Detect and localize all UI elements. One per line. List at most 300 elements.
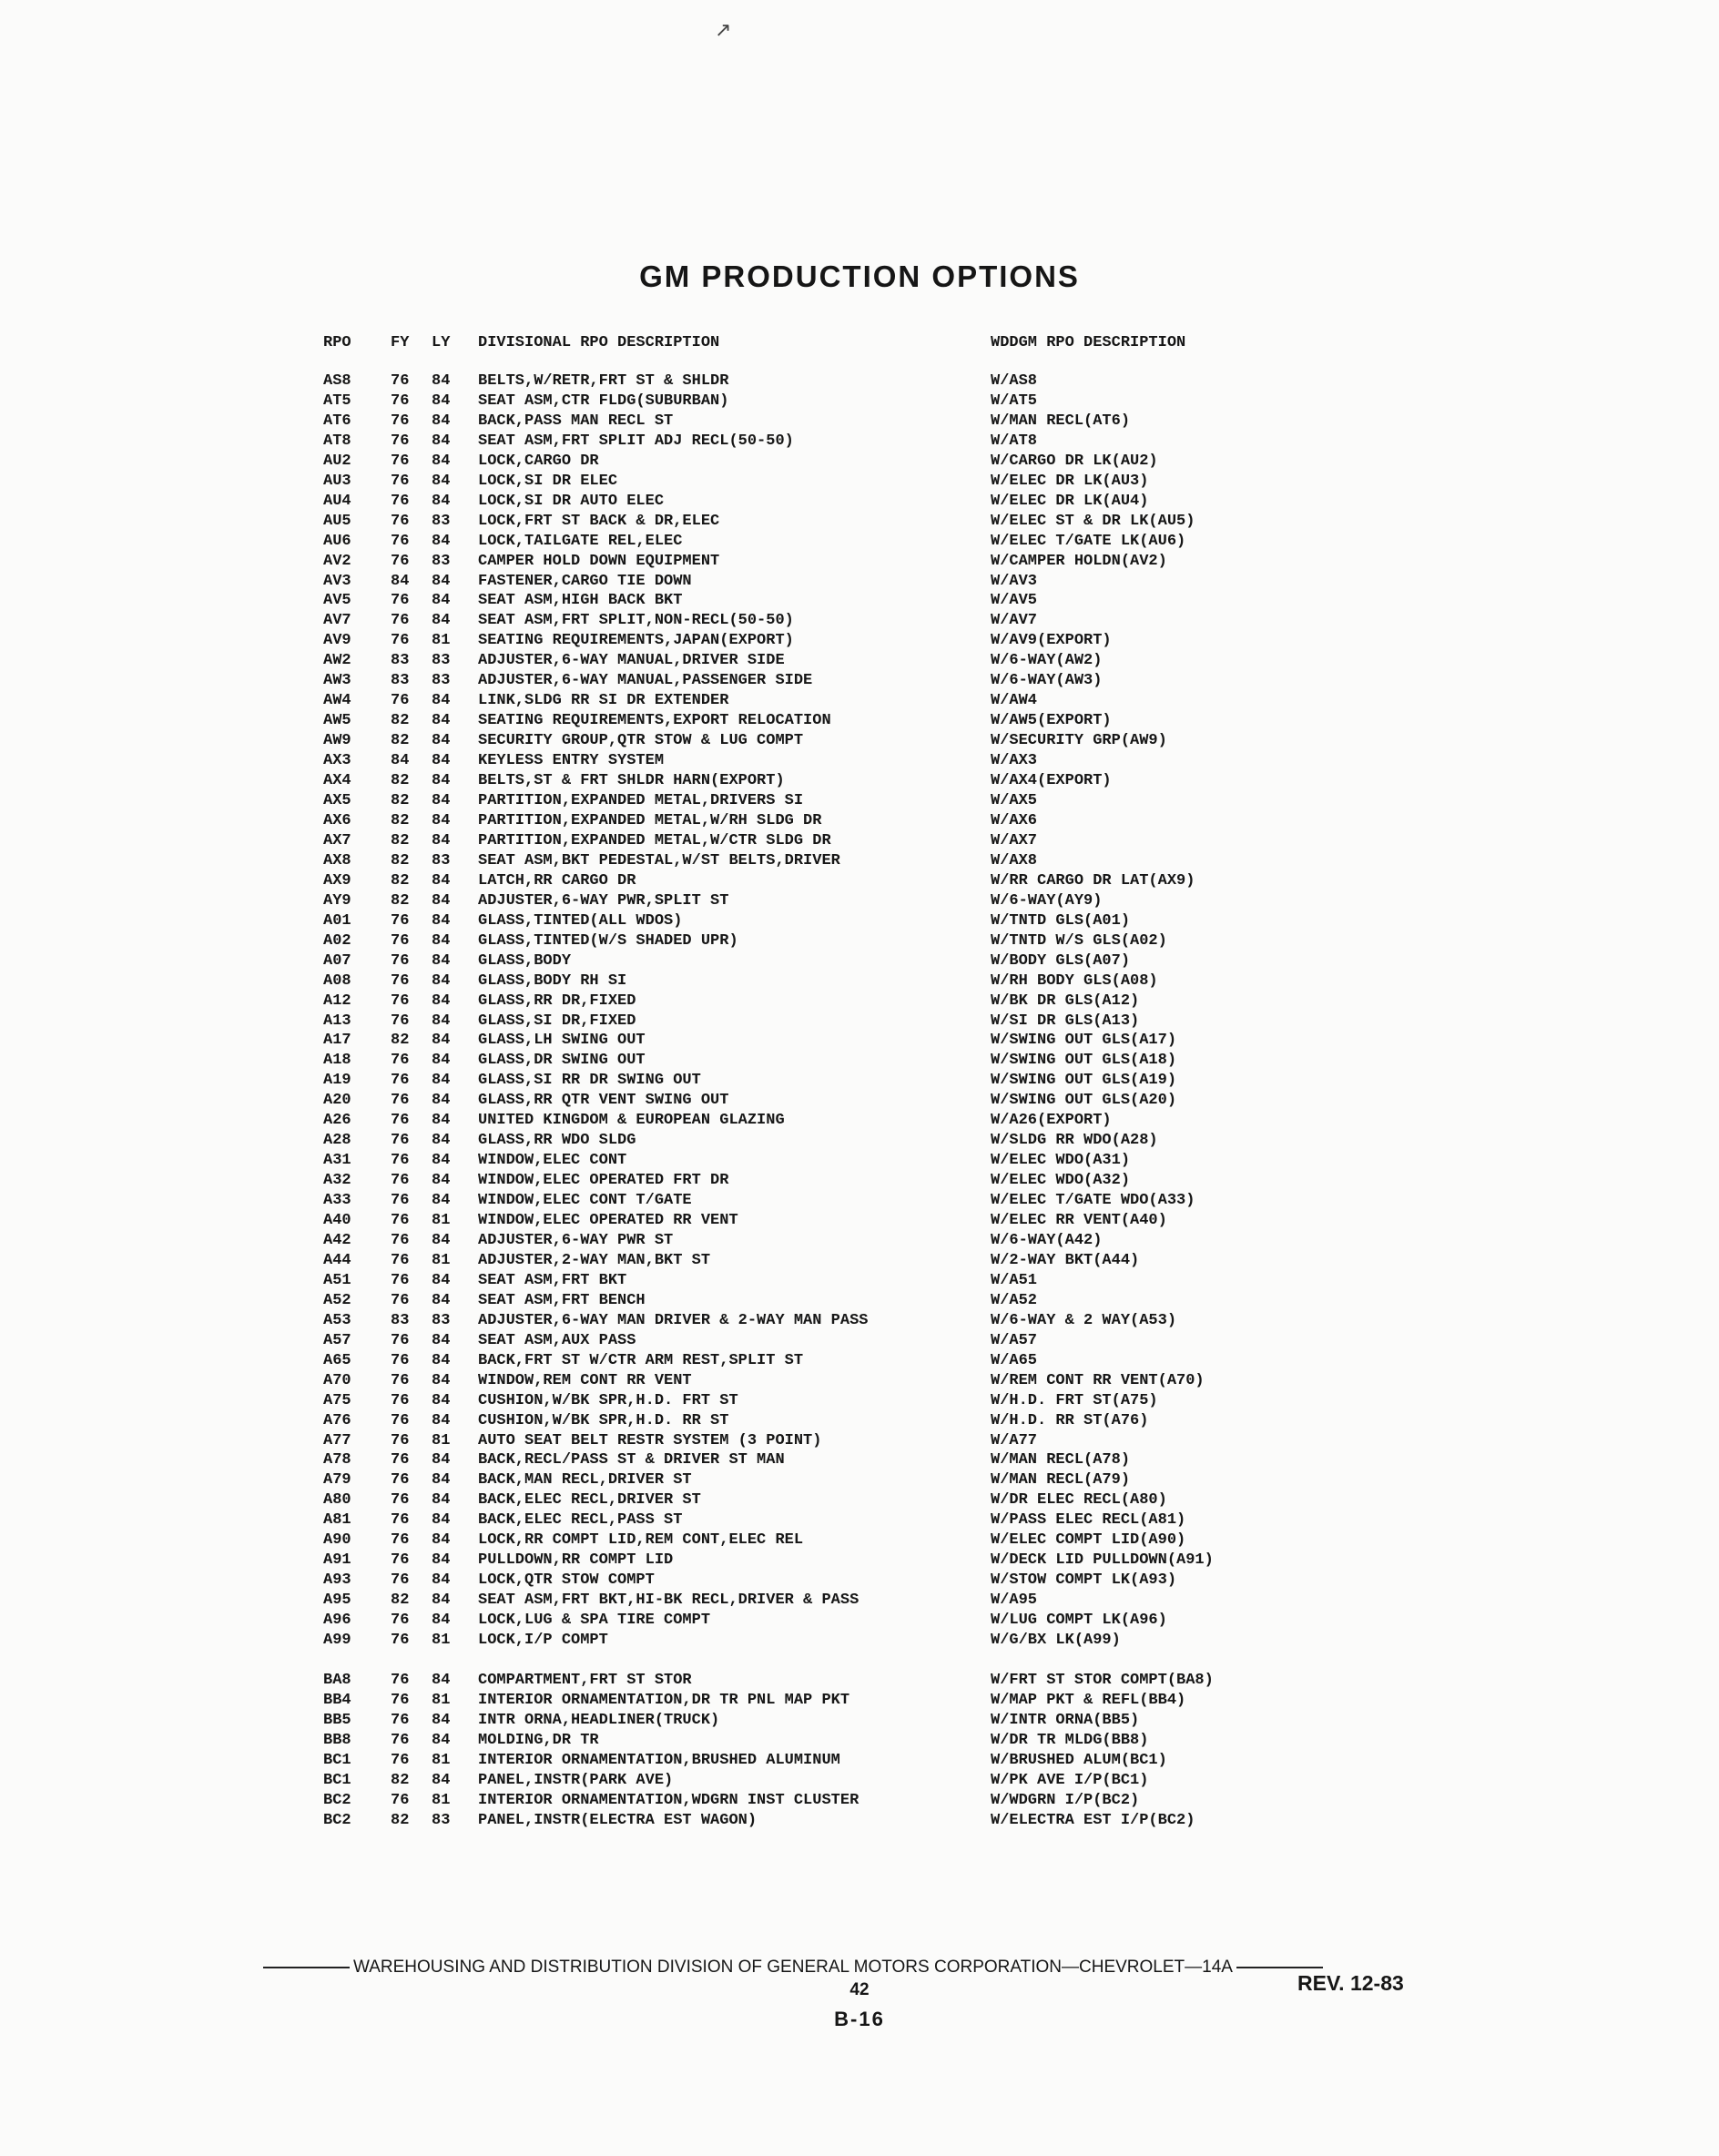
divisional-description: ADJUSTER,6-WAY MAN DRIVER & 2-WAY MAN PASS <box>478 1311 869 1329</box>
footer-dash-left <box>263 1967 350 1968</box>
ly-cell: 83 <box>432 512 451 530</box>
divisional-description: LINK,SLDG RR SI DR EXTENDER <box>478 692 729 710</box>
rpo-cell: A65 <box>323 1351 351 1369</box>
ly-cell: 84 <box>432 1571 451 1590</box>
table-row <box>0 1331 1719 1351</box>
ly-cell: 81 <box>432 1791 451 1809</box>
wddgm-description: W/ELEC COMPT LID(A90) <box>991 1531 1186 1550</box>
fy-cell: 76 <box>391 472 410 490</box>
ly-cell: 84 <box>432 372 451 390</box>
fy-cell: 76 <box>391 992 410 1010</box>
rpo-cell: AX5 <box>323 792 351 810</box>
wddgm-description: W/AX8 <box>991 851 1038 870</box>
divisional-description: BACK,ELEC RECL,DRIVER ST <box>478 1491 701 1510</box>
table-row <box>0 1691 1719 1711</box>
wddgm-description: W/AX6 <box>991 811 1038 829</box>
divisional-description: SEAT ASM,BKT PEDESTAL,W/ST BELTS,DRIVER <box>478 851 840 870</box>
ly-cell: 84 <box>432 532 451 550</box>
rpo-cell: A44 <box>323 1251 351 1269</box>
ly-cell: 84 <box>432 871 451 890</box>
ly-cell: 81 <box>432 632 451 650</box>
wddgm-description: W/6-WAY(AW3) <box>991 672 1103 690</box>
wddgm-description: W/CAMPER HOLDN(AV2) <box>991 552 1167 570</box>
divisional-description: LOCK,I/P COMPT <box>478 1632 608 1650</box>
rpo-cell: A91 <box>323 1551 351 1570</box>
options-table <box>0 371 1719 1831</box>
fy-cell: 76 <box>391 1731 410 1749</box>
wddgm-description: W/INTR ORNA(BB5) <box>991 1711 1140 1729</box>
fy-cell: 76 <box>391 931 410 950</box>
ly-cell: 84 <box>432 612 451 630</box>
wddgm-description: W/6-WAY(AY9) <box>991 891 1103 910</box>
ly-cell: 81 <box>432 1632 451 1650</box>
ly-cell: 84 <box>432 472 451 490</box>
wddgm-description: W/DR ELEC RECL(A80) <box>991 1491 1167 1510</box>
wddgm-description: W/CARGO DR LK(AU2) <box>991 452 1158 470</box>
wddgm-description: W/SLDG RR WDO(A28) <box>991 1132 1158 1150</box>
ly-cell: 84 <box>432 1152 451 1170</box>
ly-cell: 83 <box>432 1311 451 1329</box>
page-number: 42 <box>849 1980 870 1999</box>
ly-cell: 84 <box>432 452 451 470</box>
fy-cell: 76 <box>391 372 410 390</box>
table-row <box>0 512 1719 532</box>
ly-cell: 81 <box>432 1212 451 1230</box>
divisional-description: LOCK,CARGO DR <box>478 452 599 470</box>
wddgm-description: W/TNTD W/S GLS(A02) <box>991 931 1167 950</box>
fy-cell: 76 <box>391 1251 410 1269</box>
ly-cell: 84 <box>432 1112 451 1130</box>
wddgm-description: W/A57 <box>991 1331 1038 1349</box>
ly-cell: 84 <box>432 1391 451 1409</box>
header-fy: FY <box>391 334 410 351</box>
divisional-description: BELTS,W/RETR,FRT ST & SHLDR <box>478 372 729 390</box>
fy-cell: 76 <box>391 1551 410 1570</box>
wddgm-description: W/SWING OUT GLS(A17) <box>991 1032 1177 1050</box>
ly-cell: 84 <box>432 792 451 810</box>
fy-cell: 76 <box>391 1672 410 1689</box>
ly-cell: 81 <box>432 1431 451 1449</box>
divisional-description: GLASS,TINTED(ALL WDOS) <box>478 911 683 930</box>
wddgm-description: W/ELEC DR LK(AU3) <box>991 472 1149 490</box>
fy-cell: 76 <box>391 1351 410 1369</box>
rpo-cell: AT5 <box>323 392 351 410</box>
ly-cell: 84 <box>432 911 451 930</box>
rpo-cell: AV9 <box>323 632 351 650</box>
wddgm-description: W/A95 <box>991 1592 1038 1610</box>
table-row <box>0 1191 1719 1211</box>
divisional-description: SEAT ASM,FRT SPLIT ADJ RECL(50-50) <box>478 432 794 450</box>
rpo-cell: A75 <box>323 1391 351 1409</box>
divisional-description: CUSHION,W/BK SPR,H.D. RR ST <box>478 1411 729 1429</box>
rpo-cell: AX9 <box>323 871 351 890</box>
table-row <box>0 1591 1719 1611</box>
divisional-description: ADJUSTER,6-WAY MANUAL,PASSENGER SIDE <box>478 672 813 690</box>
divisional-description: LOCK,SI DR AUTO ELEC <box>478 492 665 510</box>
ly-cell: 84 <box>432 1511 451 1530</box>
rpo-cell: A77 <box>323 1431 351 1449</box>
table-row <box>0 992 1719 1012</box>
wddgm-description: W/6-WAY(A42) <box>991 1231 1103 1249</box>
table-row <box>0 1791 1719 1811</box>
wddgm-description: W/ELECTRA EST I/P(BC2) <box>991 1811 1195 1829</box>
header-wddgm: WDDGM RPO DESCRIPTION <box>991 334 1186 351</box>
table-row <box>0 432 1719 452</box>
ly-cell: 84 <box>432 492 451 510</box>
divisional-description: BACK,ELEC RECL,PASS ST <box>478 1511 683 1530</box>
divisional-description: ADJUSTER,6-WAY MANUAL,DRIVER SIDE <box>478 652 785 670</box>
rpo-cell: A19 <box>323 1072 351 1090</box>
ly-cell: 83 <box>432 1811 451 1829</box>
ly-cell: 84 <box>432 1291 451 1309</box>
ly-cell: 84 <box>432 992 451 1010</box>
wddgm-description: W/2-WAY BKT(A44) <box>991 1251 1140 1269</box>
fy-cell: 82 <box>391 712 410 730</box>
rpo-cell: A57 <box>323 1331 351 1349</box>
wddgm-description: W/H.D. FRT ST(A75) <box>991 1391 1158 1409</box>
ly-cell: 84 <box>432 1371 451 1389</box>
fy-cell: 82 <box>391 1771 410 1789</box>
wddgm-description: W/SWING OUT GLS(A19) <box>991 1072 1177 1090</box>
table-row <box>0 1171 1719 1191</box>
rpo-cell: A02 <box>323 931 351 950</box>
fy-cell: 76 <box>391 1632 410 1650</box>
rpo-cell: A93 <box>323 1571 351 1590</box>
fy-cell: 76 <box>391 1132 410 1150</box>
ly-cell: 84 <box>432 772 451 790</box>
table-row <box>0 1431 1719 1451</box>
divisional-description: SEAT ASM,CTR FLDG(SUBURBAN) <box>478 392 729 410</box>
rpo-cell: AX6 <box>323 811 351 829</box>
ly-cell: 83 <box>432 652 451 670</box>
table-row <box>0 1551 1719 1571</box>
wddgm-description: W/AV9(EXPORT) <box>991 632 1112 650</box>
wddgm-description: W/ELEC DR LK(AU4) <box>991 492 1149 510</box>
divisional-description: ADJUSTER,6-WAY PWR,SPLIT ST <box>478 891 729 910</box>
divisional-description: INTR ORNA,HEADLINER(TRUCK) <box>478 1711 720 1729</box>
table-row <box>0 911 1719 931</box>
fy-cell: 76 <box>391 1571 410 1590</box>
rpo-cell: AS8 <box>323 372 351 390</box>
rpo-cell: AW9 <box>323 732 351 750</box>
rpo-cell: A26 <box>323 1112 351 1130</box>
divisional-description: GLASS,TINTED(W/S SHADED UPR) <box>478 931 738 950</box>
divisional-description: BACK,RECL/PASS ST & DRIVER ST MAN <box>478 1451 785 1470</box>
rpo-cell: A17 <box>323 1032 351 1050</box>
fy-cell: 82 <box>391 851 410 870</box>
rpo-cell: A51 <box>323 1271 351 1289</box>
wddgm-description: W/A26(EXPORT) <box>991 1112 1112 1130</box>
wddgm-description: W/BODY GLS(A07) <box>991 951 1131 970</box>
rpo-cell: AX7 <box>323 831 351 849</box>
divisional-description: MOLDING,DR TR <box>478 1731 599 1749</box>
wddgm-description: W/PK AVE I/P(BC1) <box>991 1771 1149 1789</box>
table-row <box>0 1291 1719 1311</box>
ly-cell: 84 <box>432 392 451 410</box>
header-divisional: DIVISIONAL RPO DESCRIPTION <box>478 334 720 351</box>
scan-mark: ↗ <box>715 18 732 41</box>
ly-cell: 81 <box>432 1691 451 1709</box>
divisional-description: WINDOW,REM CONT RR VENT <box>478 1371 692 1389</box>
ly-cell: 84 <box>432 1192 451 1210</box>
divisional-description: ADJUSTER,2-WAY MAN,BKT ST <box>478 1251 711 1269</box>
ly-cell: 84 <box>432 1592 451 1610</box>
fy-cell: 76 <box>391 1152 410 1170</box>
divisional-description: SEAT ASM,FRT BKT <box>478 1271 627 1289</box>
rpo-cell: AW5 <box>323 712 351 730</box>
table-row <box>0 1311 1719 1331</box>
table-row <box>0 791 1719 811</box>
rpo-cell: AU2 <box>323 452 351 470</box>
table-row <box>0 1391 1719 1411</box>
header-rpo: RPO <box>323 334 351 351</box>
rpo-cell: A28 <box>323 1132 351 1150</box>
divisional-description: SEAT ASM,AUX PASS <box>478 1331 636 1349</box>
fy-cell: 76 <box>391 1691 410 1709</box>
table-row <box>0 472 1719 492</box>
wddgm-description: W/6-WAY(AW2) <box>991 652 1103 670</box>
fy-cell: 82 <box>391 1592 410 1610</box>
rpo-cell: AW2 <box>323 652 351 670</box>
fy-cell: 76 <box>391 392 410 410</box>
ly-cell: 84 <box>432 1612 451 1630</box>
rpo-cell: A07 <box>323 951 351 970</box>
rpo-cell: A95 <box>323 1592 351 1610</box>
ly-cell: 84 <box>432 1052 451 1070</box>
fy-cell: 76 <box>391 1212 410 1230</box>
divisional-description: LATCH,RR CARGO DR <box>478 871 636 890</box>
divisional-description: CAMPER HOLD DOWN EQUIPMENT <box>478 552 720 570</box>
table-row <box>0 591 1719 611</box>
fy-cell: 76 <box>391 492 410 510</box>
fy-cell: 76 <box>391 592 410 610</box>
fy-cell: 76 <box>391 1751 410 1769</box>
fy-cell: 76 <box>391 1791 410 1809</box>
table-row <box>0 1131 1719 1151</box>
divisional-description: LOCK,RR COMPT LID,REM CONT,ELEC REL <box>478 1531 804 1550</box>
table-row <box>0 532 1719 552</box>
rpo-cell: BC1 <box>323 1771 351 1789</box>
rpo-cell: A99 <box>323 1632 351 1650</box>
wddgm-description: W/AV7 <box>991 612 1038 630</box>
ly-cell: 84 <box>432 592 451 610</box>
divisional-description: COMPARTMENT,FRT ST STOR <box>478 1672 692 1689</box>
wddgm-description: W/PASS ELEC RECL(A81) <box>991 1511 1186 1530</box>
rpo-cell: A52 <box>323 1291 351 1309</box>
footer-text: WAREHOUSING AND DISTRIBUTION DIVISION OF GENERAL MOTORS CORPORATION—CHEVROLET—14A <box>353 1958 1233 1977</box>
fy-cell: 76 <box>391 1331 410 1349</box>
ly-cell: 84 <box>432 1531 451 1550</box>
table-row <box>0 891 1719 911</box>
divisional-description: SEAT ASM,HIGH BACK BKT <box>478 592 683 610</box>
fy-cell: 76 <box>391 1072 410 1090</box>
table-row <box>0 452 1719 472</box>
ly-cell: 83 <box>432 851 451 870</box>
ly-cell: 84 <box>432 712 451 730</box>
rpo-cell: AX8 <box>323 851 351 870</box>
fy-cell: 76 <box>391 532 410 550</box>
fy-cell: 76 <box>391 1271 410 1289</box>
ly-cell: 84 <box>432 752 451 770</box>
table-row <box>0 392 1719 412</box>
table-row <box>0 1091 1719 1111</box>
divisional-description: INTERIOR ORNAMENTATION,DR TR PNL MAP PKT <box>478 1691 850 1709</box>
divisional-description: CUSHION,W/BK SPR,H.D. FRT ST <box>478 1391 738 1409</box>
wddgm-description: W/MAN RECL(A79) <box>991 1471 1131 1490</box>
fy-cell: 76 <box>391 1531 410 1550</box>
fy-cell: 76 <box>391 612 410 630</box>
rpo-cell: AU3 <box>323 472 351 490</box>
ly-cell: 84 <box>432 1072 451 1090</box>
rpo-cell: A33 <box>323 1192 351 1210</box>
wddgm-description: W/A77 <box>991 1431 1038 1449</box>
divisional-description: LOCK,SI DR ELEC <box>478 472 618 490</box>
fy-cell: 76 <box>391 1192 410 1210</box>
table-row <box>0 1411 1719 1431</box>
rpo-cell: BC1 <box>323 1751 351 1769</box>
fy-cell: 76 <box>391 1711 410 1729</box>
table-row <box>0 751 1719 771</box>
table-row <box>0 1490 1719 1510</box>
table-row <box>0 1811 1719 1831</box>
divisional-description: GLASS,SI DR,FIXED <box>478 1012 636 1030</box>
wddgm-description: W/AV5 <box>991 592 1038 610</box>
wddgm-description: W/ELEC T/GATE LK(AU6) <box>991 532 1186 550</box>
table-row <box>0 1111 1719 1131</box>
table-row <box>0 711 1719 731</box>
table-row <box>0 611 1719 631</box>
divisional-description: LOCK,QTR STOW COMPT <box>478 1571 655 1590</box>
fy-cell: 76 <box>391 1012 410 1030</box>
table-row <box>0 691 1719 711</box>
ly-cell: 84 <box>432 1092 451 1110</box>
table-header <box>0 334 1719 356</box>
wddgm-description: W/G/BX LK(A99) <box>991 1632 1121 1650</box>
divisional-description: AUTO SEAT BELT RESTR SYSTEM (3 POINT) <box>478 1431 822 1449</box>
rpo-cell: AU4 <box>323 492 351 510</box>
wddgm-description: W/WDGRN I/P(BC2) <box>991 1791 1140 1809</box>
wddgm-description: W/AX3 <box>991 752 1038 770</box>
fy-cell: 84 <box>391 572 410 590</box>
wddgm-description: W/6-WAY & 2 WAY(A53) <box>991 1311 1177 1329</box>
wddgm-description: W/MAP PKT & REFL(BB4) <box>991 1691 1186 1709</box>
wddgm-description: W/A52 <box>991 1291 1038 1309</box>
ly-cell: 84 <box>432 1351 451 1369</box>
rpo-cell: BB8 <box>323 1731 351 1749</box>
fy-cell: 83 <box>391 652 410 670</box>
wddgm-description: W/AW5(EXPORT) <box>991 712 1112 730</box>
table-row <box>0 1470 1719 1490</box>
rpo-cell: A18 <box>323 1052 351 1070</box>
divisional-description: ADJUSTER,6-WAY PWR ST <box>478 1231 674 1249</box>
divisional-description: PARTITION,EXPANDED METAL,W/CTR SLDG DR <box>478 831 831 849</box>
table-row <box>0 771 1719 791</box>
ly-cell: 84 <box>432 732 451 750</box>
divisional-description: WINDOW,ELEC OPERATED RR VENT <box>478 1212 738 1230</box>
divisional-description: KEYLESS ENTRY SYSTEM <box>478 752 665 770</box>
ly-cell: 84 <box>432 1271 451 1289</box>
ly-cell: 84 <box>432 951 451 970</box>
divisional-description: INTERIOR ORNAMENTATION,WDGRN INST CLUSTER <box>478 1791 860 1809</box>
wddgm-description: W/A65 <box>991 1351 1038 1369</box>
table-row <box>0 1012 1719 1032</box>
ly-cell: 84 <box>432 692 451 710</box>
ly-cell: 84 <box>432 1331 451 1349</box>
rpo-cell: AW3 <box>323 672 351 690</box>
wddgm-description: W/ELEC ST & DR LK(AU5) <box>991 512 1195 530</box>
footer-dash-right <box>1236 1967 1323 1968</box>
ly-cell: 84 <box>432 1491 451 1510</box>
table-row <box>0 1051 1719 1071</box>
rpo-cell: A78 <box>323 1451 351 1470</box>
wddgm-description: W/BRUSHED ALUM(BC1) <box>991 1751 1167 1769</box>
fy-cell: 82 <box>391 871 410 890</box>
wddgm-description: W/LUG COMPT LK(A96) <box>991 1612 1167 1630</box>
divisional-description: GLASS,LH SWING OUT <box>478 1032 646 1050</box>
fy-cell: 84 <box>391 752 410 770</box>
table-row <box>0 1211 1719 1231</box>
rpo-cell: A08 <box>323 971 351 990</box>
ly-cell: 84 <box>432 1672 451 1689</box>
wddgm-description: W/ELEC WDO(A32) <box>991 1172 1131 1190</box>
table-row <box>0 671 1719 691</box>
ly-cell: 84 <box>432 1771 451 1789</box>
table-row <box>0 1251 1719 1271</box>
wddgm-description: W/DR TR MLDG(BB8) <box>991 1731 1149 1749</box>
rpo-cell: AV5 <box>323 592 351 610</box>
ly-cell: 84 <box>432 1551 451 1570</box>
fy-cell: 76 <box>391 1612 410 1630</box>
rpo-cell: BB5 <box>323 1711 351 1729</box>
rpo-cell: AX4 <box>323 772 351 790</box>
ly-cell: 84 <box>432 931 451 950</box>
table-row <box>0 1731 1719 1751</box>
wddgm-description: W/SI DR GLS(A13) <box>991 1012 1140 1030</box>
rpo-cell: AV7 <box>323 612 351 630</box>
divisional-description: BACK,FRT ST W/CTR ARM REST,SPLIT ST <box>478 1351 804 1369</box>
wddgm-description: W/TNTD GLS(A01) <box>991 911 1131 930</box>
table-row <box>0 851 1719 871</box>
fy-cell: 82 <box>391 811 410 829</box>
fy-cell: 82 <box>391 1811 410 1829</box>
fy-cell: 76 <box>391 432 410 450</box>
wddgm-description: W/DECK LID PULLDOWN(A91) <box>991 1551 1214 1570</box>
table-row <box>0 831 1719 851</box>
rpo-cell: A96 <box>323 1612 351 1630</box>
rpo-cell: A42 <box>323 1231 351 1249</box>
rpo-cell: A70 <box>323 1371 351 1389</box>
footer-line <box>259 1958 1420 1979</box>
divisional-description: GLASS,RR QTR VENT SWING OUT <box>478 1092 729 1110</box>
table-row <box>0 1510 1719 1531</box>
divisional-description: PANEL,INSTR(PARK AVE) <box>478 1771 674 1789</box>
divisional-description: SEATING REQUIREMENTS,JAPAN(EXPORT) <box>478 632 794 650</box>
wddgm-description: W/H.D. RR ST(A76) <box>991 1411 1149 1429</box>
rpo-cell: A31 <box>323 1152 351 1170</box>
divisional-description: FASTENER,CARGO TIE DOWN <box>478 572 692 590</box>
fy-cell: 76 <box>391 1112 410 1130</box>
ly-cell: 84 <box>432 412 451 430</box>
fy-cell: 76 <box>391 971 410 990</box>
divisional-description: UNITED KINGDOM & EUROPEAN GLAZING <box>478 1112 785 1130</box>
divisional-description: PARTITION,EXPANDED METAL,W/RH SLDG DR <box>478 811 822 829</box>
wddgm-description: W/AV3 <box>991 572 1038 590</box>
ly-cell: 84 <box>432 971 451 990</box>
rpo-cell: A76 <box>323 1411 351 1429</box>
divisional-description: SEAT ASM,FRT SPLIT,NON-RECL(50-50) <box>478 612 794 630</box>
ly-cell: 84 <box>432 811 451 829</box>
table-row <box>0 1151 1719 1171</box>
